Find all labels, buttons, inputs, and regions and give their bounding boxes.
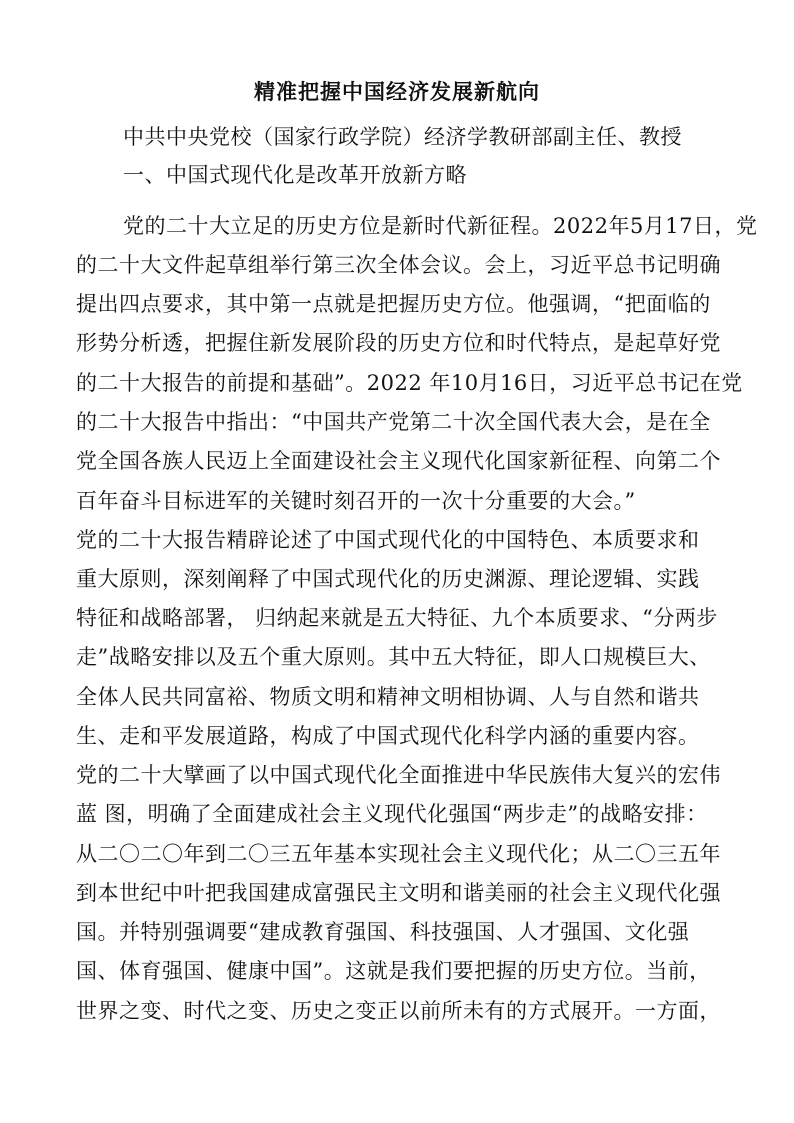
paragraph2-line: 重大原则，深刻阐释了中国式现代化的历史渊源、理论逻辑、实践 bbox=[76, 567, 700, 591]
paragraph1-line: 党全国各族人民迈上全面建设社会主义现代化国家新征程、向第二个 bbox=[76, 449, 721, 473]
document-title: 精准把握中国经济发展新航向 bbox=[254, 79, 540, 104]
paragraph1-line: 的二十大报告中指出：“中国共产党第二十次全国代表大会，是在全 bbox=[76, 410, 711, 434]
paragraph1-line: 党的二十大立足的历史方位是新时代新征程。2022年5月17日，党 bbox=[123, 214, 758, 238]
paragraph2-line: 党的二十大擘画了以中国式现代化全面推进中华民族伟大复兴的宏伟 bbox=[76, 763, 721, 787]
author-line: 中共中央党校（国家行政学院）经济学教研部副主任、教授 bbox=[123, 125, 682, 149]
paragraph2-line: 党的二十大报告精辟论述了中国式现代化的中国特色、本质要求和 bbox=[76, 528, 700, 552]
paragraph1-line: 的二十大报告的前提和基础”。2022 年10月16日，习近平总书记在党 bbox=[76, 371, 743, 395]
paragraph2-line: 国。并特别强调要“建成教育强国、科技强国、人才强国、文化强 bbox=[76, 920, 690, 944]
paragraph1-line: 形势分析透，把握住新发展阶段的历史方位和时代特点，是起草好党 bbox=[76, 331, 721, 355]
paragraph2-line: 世界之变、时代之变、历史之变正以前所未有的方式展开。一方面， bbox=[76, 999, 721, 1023]
paragraph1-line: 提出四点要求，其中第一点就是把握历史方位。他强调，“把面临的 bbox=[76, 292, 711, 316]
paragraph2-line: 生、走和平发展道路，构成了中国式现代化科学内涵的重要内容。 bbox=[76, 724, 700, 748]
paragraph2-line: 到本世纪中叶把我国建成富强民主文明和谐美丽的社会主义现代化强 bbox=[76, 881, 721, 905]
paragraph1-line: 的二十大文件起草组举行第三次全体会议。会上，习近平总书记明确 bbox=[76, 253, 721, 277]
paragraph2-line: 全体人民共同富裕、物质文明和精神文明相协调、人与自然和谐共 bbox=[76, 685, 700, 709]
paragraph1-line: 百年奋斗目标进军的关键时刻召开的一次十分重要的大会。” bbox=[76, 489, 636, 513]
paragraph2-line: 特征和战略部署， 归纳起来就是五大特征、九个本质要求、“分两步 bbox=[76, 606, 718, 630]
paragraph2-line: 国、体育强国、健康中国”。这就是我们要把握的历史方位。当前， bbox=[76, 959, 711, 983]
paragraph2-line: 走”战略安排以及五个重大原则。其中五大特征，即人口规模巨大、 bbox=[76, 645, 711, 669]
paragraph2-line: 蓝 图，明确了全面建成社会主义现代化强国“两步走”的战略安排： bbox=[76, 802, 708, 826]
section-heading: 一、中国式现代化是改革开放新方略 bbox=[123, 163, 467, 187]
paragraph2-line: 从二〇二〇年到二〇三五年基本实现社会主义现代化；从二〇三五年 bbox=[76, 842, 721, 866]
